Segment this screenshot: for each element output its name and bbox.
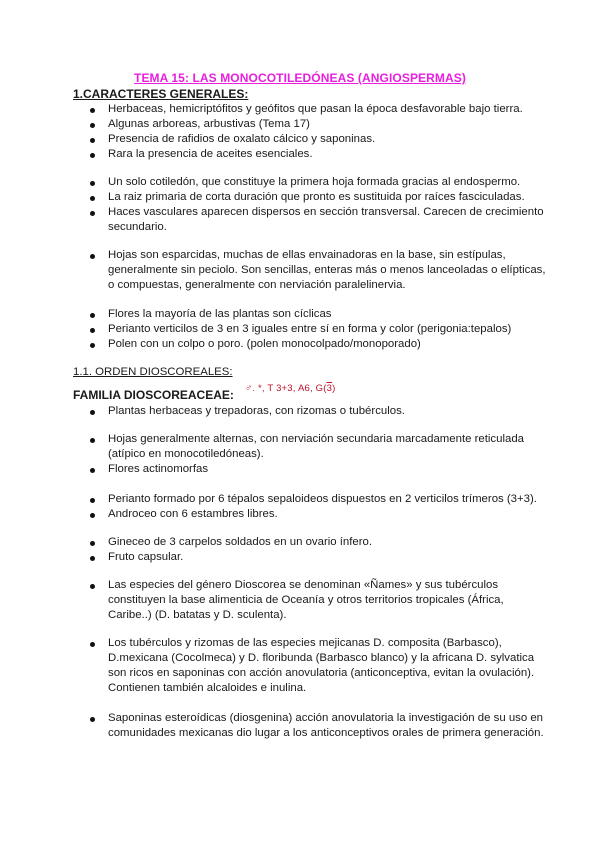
floral-formula: ♂. *, T 3+3, A6, G(3) <box>245 383 336 394</box>
bullet-icon <box>90 181 95 186</box>
section-heading-order: 1.1. ORDEN DIOSCOREALES: <box>73 366 233 378</box>
page-title: TEMA 15: LAS MONOCOTILEDÓNEAS (ANGIOSPERMAS) <box>134 71 466 85</box>
bullet-icon <box>90 196 95 201</box>
bullet-icon <box>90 138 95 143</box>
bullet-icon <box>90 642 95 647</box>
bullet-icon <box>90 556 95 561</box>
family-heading: FAMILIA DIOSCOREACEAE: <box>73 388 234 402</box>
bullet-icon <box>90 717 95 722</box>
bullet-icon <box>90 513 95 518</box>
bullet-icon <box>90 541 95 546</box>
bullet-icon <box>90 328 95 333</box>
bullet-icon <box>90 123 95 128</box>
bullet-icon <box>90 343 95 348</box>
document-page: TEMA 15: LAS MONOCOTILEDÓNEAS (ANGIOSPERMAS) 1.CARACTERES GENERALES: Herbaceas, hemicriptófitos y geófitos que pasan la época desfavorable bajo tierra. Algunas arboreas, arbustivas (Tema 17) Presencia de rafidios de oxalato cálcico y saponinas. Rara la presencia de aceites esenciales. Un solo cotiledón, que constituye la primera hoja formada gracias al endospermo. La raiz primaria de corta duración que pronto es sustituida por raíces fasciculadas. Haces vasculares aparecen dispersos en sección transversal. Carecen de crecimiento secundario. Hojas son esparcidas, muchas de ellas envainadoras en la base, sin estípulas, generalmente sin peciolo. Son sencillas, enteras más o menos lanceoladas o elípticas, o compuestas, generalmente con nerviación paralelinervia. Flores la mayoría de las plantas son cíclicas Perianto verticilos de 3 en 3 iguales entre sí en forma y color (perigonia:tepalos) Polen con un colpo o poro. (polen monocolpado/monoporado) 1.1. ORDEN DIOSCOREALES: FAMILIA DIOSCOREACEAE: ♂. *, T 3+3, A6, G(3) Plantas herbaceas y trepadoras, con rizomas o tubérculos. Hojas generalmente alternas, con nerviación secundaria marcadamente reticulada (atípico en monocotiledóneas). Flores actinomorfas Perianto formado por 6 tépalos sepaloideos dispuestos en 2 verticilos trímeros (3+3). Androceo con 6 estambres libres. Gineceo de 3 carpelos soldados en un ovario ínfero. Fruto capsular. Las especies del género Dioscorea se denominan «Ñames» y sus tubérculos constituyen la base alimenticia de Oceanía y otros territorios tropicales (África, Caribe..) (D. batatas y D. sculenta). Los tubérculos y rizomas de las especies mejicanas D. composita (Barbasco), D.mexicana (Cocolmeca) y D. floribunda (Barbasco blanco) y la africana D. sylvatica son ricos en saponinas con acción anovulatoria (anticonceptiva, evitan la ovulación). Contienen también alcaloides e inulina. Saponinas esteroídicas (diosgenina) acción anovulatoria la investigación de su uso en comunidades mexicanas dio lugar a los anticonceptivos orales de primera generación. <box>0 0 600 848</box>
bullet-icon <box>90 438 95 443</box>
bullet-icon <box>90 153 95 158</box>
bullet-icon <box>90 211 95 216</box>
bullet-icon <box>90 254 95 259</box>
bullet-icon <box>90 313 95 318</box>
section-heading-general: 1.CARACTERES GENERALES: <box>73 87 249 101</box>
bullet-icon <box>90 108 95 113</box>
bullet-icon <box>90 468 95 473</box>
bullet-icon <box>90 410 95 415</box>
bullet-icon <box>90 498 95 503</box>
bullet-icon <box>90 584 95 589</box>
